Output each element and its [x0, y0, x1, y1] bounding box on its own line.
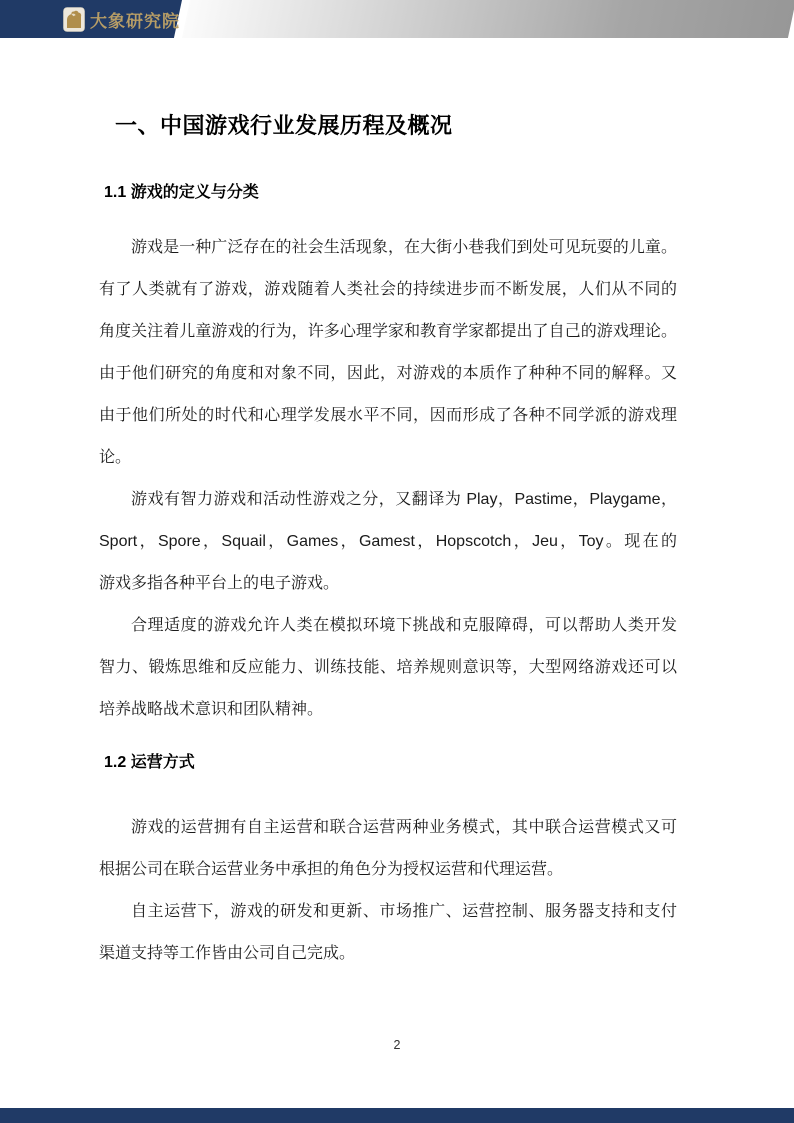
paragraph-line: Sport，Spore，Squail，Games，Gamest，Hopscotch，Jeu，Toy。现在的: [99, 533, 677, 550]
section-body-1-2: [99, 807, 677, 975]
document-content: [99, 38, 677, 975]
section-heading-1-2: 1.2 运营方式: [104, 754, 195, 771]
paragraph-line: 根据公司在联合运营业务中承担的角色分为授权运营和代理运营。: [99, 861, 564, 878]
paragraph-line: 有了人类就有了游戏，游戏随着人类社会的持续进步而不断发展，人们从不同的: [99, 281, 677, 298]
paragraph-line: 游戏多指各种平台上的电子游戏。: [99, 575, 340, 592]
paragraph-line: 由于他们研究的角度和对象不同，因此，对游戏的本质作了种种不同的解释。又: [99, 365, 677, 382]
section-heading-1-1: 1.1 游戏的定义与分类: [104, 184, 259, 201]
header-gray-band: [182, 0, 794, 38]
footer-navy-band: [0, 1108, 794, 1123]
page-number: 2: [393, 1038, 401, 1052]
paragraph-line: 游戏是一种广泛存在的社会生活现象，在大街小巷我们到处可见玩耍的儿童。: [131, 239, 677, 256]
page-header: [0, 0, 794, 40]
elephant-icon: [63, 7, 85, 32]
paragraph-line: 游戏的运营拥有自主运营和联合运营两种业务模式，其中联合运营模式又可: [131, 819, 677, 836]
paragraph-line: 论。: [99, 449, 132, 466]
paragraph-line: 渠道支持等工作皆由公司自己完成。: [99, 945, 356, 962]
paragraph-line: 角度关注着儿童游戏的行为，许多心理学家和教育学家都提出了自己的游戏理论。: [99, 323, 677, 340]
paragraph-line: 由于他们所处的时代和心理学发展水平不同，因而形成了各种不同学派的游戏理: [99, 407, 677, 424]
chapter-title: 一、中国游戏行业发展历程及概况: [115, 113, 453, 138]
paragraph-line: 合理适度的游戏允许人类在模拟环境下挑战和克服障碍，可以帮助人类开发: [131, 617, 677, 634]
paragraph-line: 游戏有智力游戏和活动性游戏之分，又翻译为 Play，Pastime，Playgame，: [131, 491, 677, 508]
brand-name: 大象研究院: [90, 11, 180, 31]
paragraph-line: 培养战略战术意识和团队精神。: [99, 701, 324, 718]
paragraph-line: 自主运营下，游戏的研发和更新、市场推广、运营控制、服务器支持和支付: [131, 903, 677, 920]
section-body-1-1: [99, 227, 677, 731]
paragraph-line: 智力、锻炼思维和反应能力、训练技能、培养规则意识等，大型网络游戏还可以: [99, 659, 677, 676]
